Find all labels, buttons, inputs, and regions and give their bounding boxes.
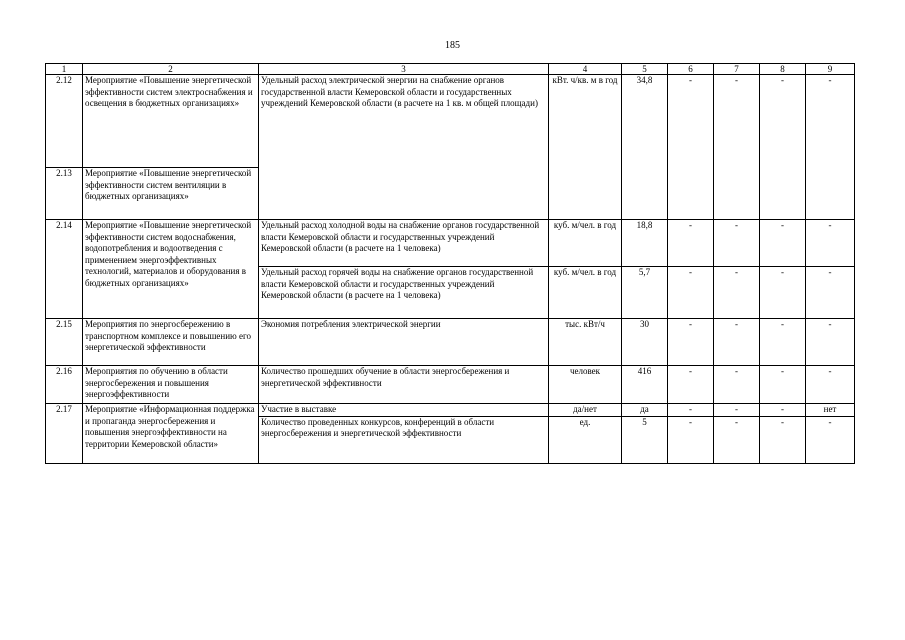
event-cell: Мероприятие «Повышение энергетической эффективности систем водоснабжения, водопотребления и водоотведения с применением энергоэффективных технологий, материалов и оборудования в бюджетных организациях» <box>83 220 259 319</box>
indicator-cell: Количество прошедших обучение в области энергосбережения и энергетической эффективности <box>259 366 549 404</box>
value-cell: - <box>760 366 806 404</box>
value-cell: - <box>714 404 760 417</box>
row-number: 2.14 <box>46 220 83 319</box>
value-cell: 18,8 <box>622 220 668 267</box>
row-number: 2.16 <box>46 366 83 404</box>
unit-cell: тыс. кВт/ч <box>549 319 622 366</box>
unit-cell: куб. м/чел. в год <box>549 220 622 267</box>
value-cell: 416 <box>622 366 668 404</box>
value-cell: - <box>760 267 806 319</box>
table-row <box>46 366 855 404</box>
value-cell: - <box>714 366 760 404</box>
column-number: 9 <box>806 64 855 75</box>
value-cell: - <box>714 220 760 267</box>
value-cell: - <box>806 267 855 319</box>
value-cell: - <box>668 220 714 267</box>
row-number: 2.17 <box>46 404 83 464</box>
value-cell: 30 <box>622 319 668 366</box>
event-cell: Мероприятия по обучению в области энергосбережения и повышения энергоэффективности <box>83 366 259 404</box>
table-row <box>46 404 855 417</box>
table-row <box>46 319 855 366</box>
value-cell: 34,8 <box>622 75 668 220</box>
event-cell: Мероприятия по энергосбережению в транспортном комплексе и повышению его энергетической эффективности <box>83 319 259 366</box>
indicator-cell: Количество проведенных конкурсов, конференций в области энергосбережения и энергетической эффективности <box>259 416 549 463</box>
value-cell: - <box>806 319 855 366</box>
value-cell: 5,7 <box>622 267 668 319</box>
row-number: 2.15 <box>46 319 83 366</box>
indicator-cell: Участие в выставке <box>259 404 549 417</box>
column-number: 7 <box>714 64 760 75</box>
value-cell: - <box>668 416 714 463</box>
value-cell: - <box>714 319 760 366</box>
value-cell: - <box>668 75 714 220</box>
indicator-cell: Экономия потребления электрической энергии <box>259 319 549 366</box>
value-cell: - <box>668 267 714 319</box>
value-cell: - <box>668 366 714 404</box>
indicator-cell: Удельный расход холодной воды на снабжение органов государственной власти Кемеровской области и государственных учреждений Кемеровской области (в расчете на 1 человека) <box>259 220 549 267</box>
unit-cell: куб. м/чел. в год <box>549 267 622 319</box>
unit-cell: да/нет <box>549 404 622 417</box>
value-cell: 5 <box>622 416 668 463</box>
table-row <box>46 75 855 168</box>
value-cell: - <box>806 366 855 404</box>
value-cell: - <box>668 319 714 366</box>
column-number: 6 <box>668 64 714 75</box>
value-cell: - <box>806 75 855 220</box>
value-cell: - <box>668 404 714 417</box>
column-number: 1 <box>46 64 83 75</box>
column-number: 4 <box>549 64 622 75</box>
event-cell: Мероприятие «Повышение энергетической эффективности систем электроснабжения и освещения в бюджетных организациях» <box>83 75 259 168</box>
column-number: 2 <box>83 64 259 75</box>
column-number: 8 <box>760 64 806 75</box>
value-cell: - <box>806 416 855 463</box>
indicators-table <box>45 63 855 464</box>
indicator-cell: Удельный расход горячей воды на снабжение органов государственной власти Кемеровской области и государственных учреждений Кемеровской области (в расчете на 1 человека) <box>259 267 549 319</box>
value-cell: - <box>760 416 806 463</box>
value-cell: - <box>714 75 760 220</box>
unit-cell: кВт. ч/кв. м в год <box>549 75 622 220</box>
value-cell: - <box>760 404 806 417</box>
page-number: 185 <box>445 40 460 51</box>
value-cell: - <box>760 75 806 220</box>
event-cell: Мероприятие «Информационная поддержка и пропаганда энергосбережения и повышения энергоэффективности на территории Кемеровской области» <box>83 404 259 464</box>
row-number: 2.13 <box>46 168 83 220</box>
value-cell: нет <box>806 404 855 417</box>
indicator-cell: Удельный расход электрической энергии на снабжение органов государственной власти Кемеровской области и государственных учреждений Кемеровской области (в расчете на 1 кв. м общей площади) <box>259 75 549 220</box>
value-cell: да <box>622 404 668 417</box>
value-cell: - <box>714 267 760 319</box>
column-number: 3 <box>259 64 549 75</box>
row-number: 2.12 <box>46 75 83 168</box>
unit-cell: ед. <box>549 416 622 463</box>
unit-cell: человек <box>549 366 622 404</box>
column-number: 5 <box>622 64 668 75</box>
value-cell: - <box>806 220 855 267</box>
value-cell: - <box>714 416 760 463</box>
value-cell: - <box>760 220 806 267</box>
event-cell: Мероприятие «Повышение энергетической эффективности систем вентиляции в бюджетных организациях» <box>83 168 259 220</box>
column-number-row <box>46 64 855 75</box>
table-row <box>46 220 855 267</box>
value-cell: - <box>760 319 806 366</box>
